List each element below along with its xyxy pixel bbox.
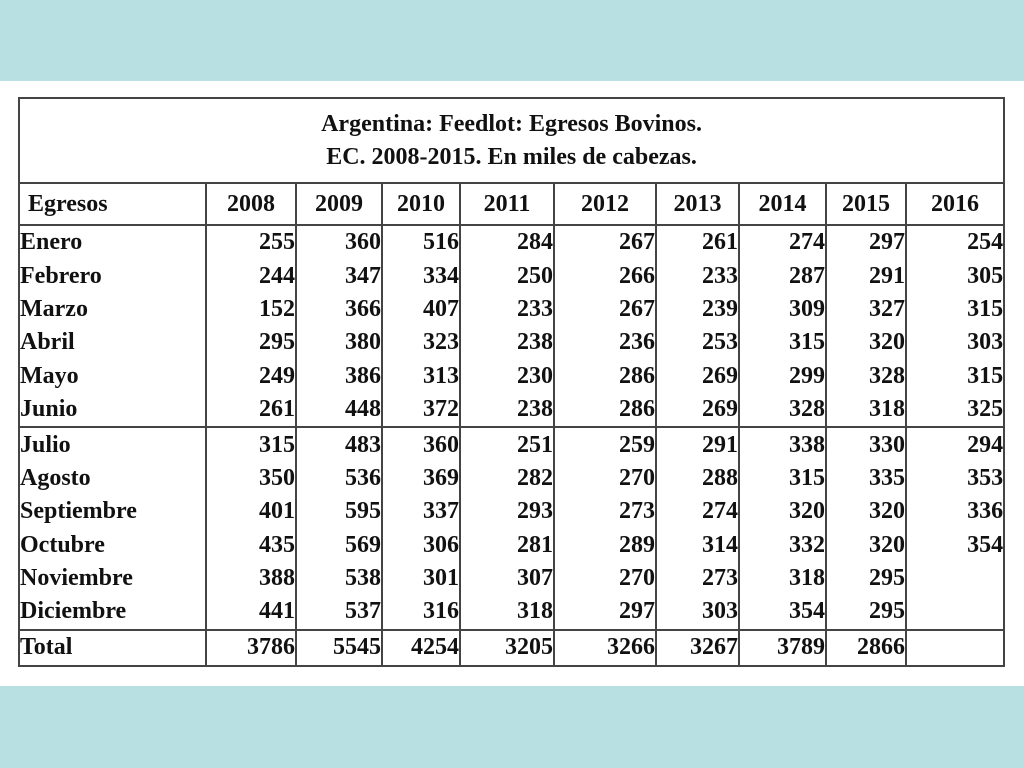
table-title	[19, 98, 1004, 183]
value-cell: 315	[739, 462, 826, 495]
value-cell: 320	[826, 529, 906, 562]
value-cell: 261	[656, 225, 739, 259]
value-cell: 315	[739, 326, 826, 359]
month-label: Enero	[20, 229, 83, 256]
value-cell: 244	[206, 259, 296, 292]
header-year: 2012	[554, 183, 656, 225]
table-title-line-2: EC. 2008-2015. En miles de cabezas.	[326, 143, 697, 170]
table-row	[19, 293, 1004, 326]
header-year: 2009	[296, 183, 382, 225]
total-value-cell: 3267	[656, 630, 739, 666]
header-year: 2013	[656, 183, 739, 225]
value-cell: 295	[206, 326, 296, 359]
value-cell: 238	[460, 326, 554, 359]
value-cell: 448	[296, 393, 382, 427]
value-cell: 325	[906, 393, 1004, 427]
value-cell: 288	[656, 462, 739, 495]
value-cell: 360	[382, 427, 460, 461]
total-value-cell: 5545	[296, 630, 382, 666]
month-label: Diciembre	[20, 598, 127, 625]
value-cell: 297	[826, 225, 906, 259]
header-year: 2015	[826, 183, 906, 225]
value-cell: 267	[554, 225, 656, 259]
value-cell: 318	[739, 562, 826, 595]
value-cell: 435	[206, 529, 296, 562]
header-row	[19, 183, 1004, 225]
month-label: Octubre	[20, 531, 105, 558]
egresos-table	[18, 97, 1005, 667]
total-row	[19, 630, 1004, 666]
value-cell: 354	[739, 595, 826, 629]
month-label: Junio	[20, 396, 78, 423]
header-year: 2014	[739, 183, 826, 225]
value-cell: 334	[382, 259, 460, 292]
total-value-cell: 3205	[460, 630, 554, 666]
month-label: Mayo	[20, 362, 79, 389]
total-value-cell: 4254	[382, 630, 460, 666]
table-body	[19, 225, 1004, 666]
table-row	[19, 326, 1004, 359]
value-cell: 320	[826, 326, 906, 359]
value-cell: 293	[460, 495, 554, 528]
value-cell: 309	[739, 293, 826, 326]
value-cell: 254	[906, 225, 1004, 259]
value-cell: 274	[739, 225, 826, 259]
value-cell: 295	[826, 595, 906, 629]
month-label: Julio	[19, 427, 206, 461]
header-label: Egresos	[19, 183, 206, 225]
table-row	[19, 595, 1004, 629]
value-cell: 255	[206, 225, 296, 259]
value-cell: 297	[554, 595, 656, 629]
header-year: 2011	[460, 183, 554, 225]
value-cell: 230	[460, 360, 554, 393]
value-cell: 320	[826, 495, 906, 528]
value-cell: 516	[382, 225, 460, 259]
value-cell: 239	[656, 293, 739, 326]
total-value-cell: 3786	[206, 630, 296, 666]
value-cell: 238	[460, 393, 554, 427]
month-label: Abril	[20, 329, 75, 356]
month-label: Febrero	[20, 262, 102, 289]
table-row	[19, 393, 1004, 427]
table-row	[19, 225, 1004, 259]
table-row	[19, 259, 1004, 292]
value-cell: 261	[206, 393, 296, 427]
value-cell: 266	[554, 259, 656, 292]
value-cell: 306	[382, 529, 460, 562]
value-cell: 291	[656, 427, 739, 461]
value-cell: 407	[382, 293, 460, 326]
table-title-line-1: Argentina: Feedlot: Egresos Bovinos.	[321, 110, 702, 137]
value-cell: 287	[739, 259, 826, 292]
total-label: Total	[19, 630, 206, 666]
value-cell: 307	[460, 562, 554, 595]
value-cell: 273	[656, 562, 739, 595]
value-cell: 289	[554, 529, 656, 562]
value-cell: 269	[656, 360, 739, 393]
value-cell: 537	[296, 595, 382, 629]
value-cell: 386	[296, 360, 382, 393]
value-cell: 286	[554, 360, 656, 393]
header-year: 2016	[906, 183, 1004, 225]
value-cell: 281	[460, 529, 554, 562]
value-cell: 569	[296, 529, 382, 562]
value-cell: 353	[906, 462, 1004, 495]
value-cell: 315	[206, 427, 296, 461]
value-cell: 249	[206, 360, 296, 393]
table-row	[19, 462, 1004, 495]
value-cell	[906, 562, 1004, 595]
value-cell: 303	[906, 326, 1004, 359]
value-cell: 347	[296, 259, 382, 292]
value-cell: 380	[296, 326, 382, 359]
value-cell: 318	[826, 393, 906, 427]
value-cell: 313	[382, 360, 460, 393]
table-row	[19, 529, 1004, 562]
value-cell: 274	[656, 495, 739, 528]
value-cell: 152	[206, 293, 296, 326]
table-row	[19, 495, 1004, 528]
value-cell: 270	[554, 562, 656, 595]
value-cell: 316	[382, 595, 460, 629]
table-row	[19, 427, 1004, 461]
value-cell: 301	[382, 562, 460, 595]
header-year: 2010	[382, 183, 460, 225]
table-row	[19, 360, 1004, 393]
value-cell: 295	[826, 562, 906, 595]
value-cell: 269	[656, 393, 739, 427]
header-year: 2008	[206, 183, 296, 225]
value-cell: 483	[296, 427, 382, 461]
value-cell: 291	[826, 259, 906, 292]
value-cell: 372	[382, 393, 460, 427]
value-cell: 330	[826, 427, 906, 461]
total-value-cell: 3266	[554, 630, 656, 666]
value-cell: 251	[460, 427, 554, 461]
total-value-cell: 2866	[826, 630, 906, 666]
value-cell: 299	[739, 360, 826, 393]
value-cell: 314	[656, 529, 739, 562]
value-cell: 595	[296, 495, 382, 528]
month-label: Agosto	[20, 464, 91, 491]
value-cell: 338	[739, 427, 826, 461]
value-cell: 336	[906, 495, 1004, 528]
value-cell: 273	[554, 495, 656, 528]
month-label: Noviembre	[20, 565, 133, 592]
value-cell: 250	[460, 259, 554, 292]
value-cell: 360	[296, 225, 382, 259]
value-cell: 328	[826, 360, 906, 393]
value-cell: 294	[906, 427, 1004, 461]
value-cell: 270	[554, 462, 656, 495]
total-value-cell	[906, 630, 1004, 666]
table-row	[19, 562, 1004, 595]
value-cell: 253	[656, 326, 739, 359]
month-label: Septiembre	[20, 498, 137, 525]
value-cell: 350	[206, 462, 296, 495]
value-cell: 536	[296, 462, 382, 495]
value-cell: 328	[739, 393, 826, 427]
value-cell: 305	[906, 259, 1004, 292]
value-cell: 369	[382, 462, 460, 495]
value-cell: 315	[906, 293, 1004, 326]
value-cell: 354	[906, 529, 1004, 562]
value-cell: 401	[206, 495, 296, 528]
value-cell: 236	[554, 326, 656, 359]
value-cell: 233	[656, 259, 739, 292]
value-cell: 315	[906, 360, 1004, 393]
value-cell: 332	[739, 529, 826, 562]
value-cell: 303	[656, 595, 739, 629]
value-cell: 233	[460, 293, 554, 326]
value-cell: 259	[554, 427, 656, 461]
value-cell: 318	[460, 595, 554, 629]
value-cell: 441	[206, 595, 296, 629]
value-cell	[906, 595, 1004, 629]
value-cell: 327	[826, 293, 906, 326]
value-cell: 323	[382, 326, 460, 359]
value-cell: 320	[739, 495, 826, 528]
value-cell: 366	[296, 293, 382, 326]
value-cell: 284	[460, 225, 554, 259]
value-cell: 538	[296, 562, 382, 595]
value-cell: 267	[554, 293, 656, 326]
value-cell: 388	[206, 562, 296, 595]
value-cell: 286	[554, 393, 656, 427]
month-label: Marzo	[20, 295, 88, 322]
value-cell: 337	[382, 495, 460, 528]
value-cell: 335	[826, 462, 906, 495]
total-value-cell: 3789	[739, 630, 826, 666]
value-cell: 282	[460, 462, 554, 495]
